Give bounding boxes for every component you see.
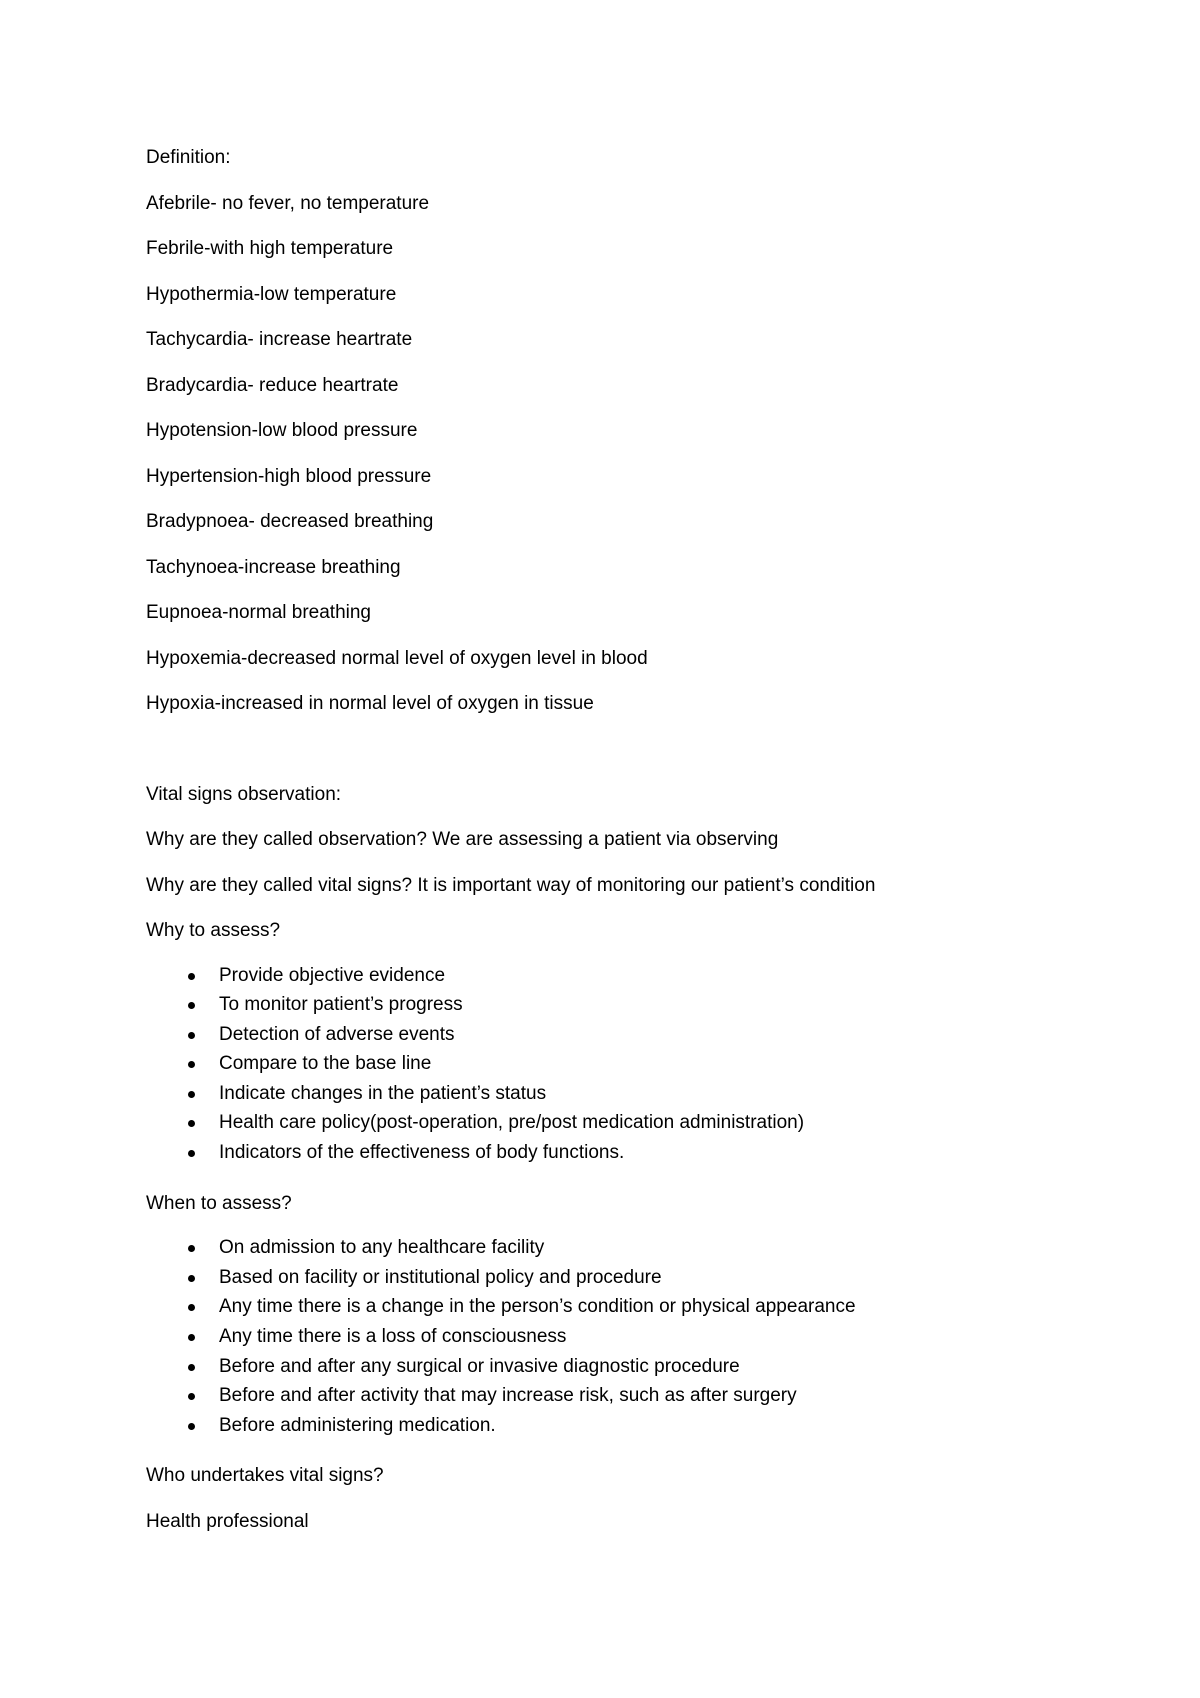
- vital-signs-question: Why are they called vital signs? It is important way of monitoring our patient’s condition: [146, 874, 876, 896]
- list-item: To monitor patient’s progress: [146, 993, 1106, 1023]
- who-undertakes-answer: Health professional: [146, 1510, 309, 1532]
- vital-signs-heading: Vital signs observation:: [146, 783, 342, 805]
- definition-item: Febrile-with high temperature: [146, 238, 394, 259]
- bullet-icon: [188, 1275, 195, 1282]
- list-item: Any time there is a loss of consciousness: [146, 1325, 1106, 1355]
- definition-item: Tachycardia- increase heartrate: [146, 329, 413, 350]
- list-item: Any time there is a change in the person’s condition or physical appearance: [146, 1295, 1106, 1325]
- definition-item: Bradycardia- reduce heartrate: [146, 374, 399, 396]
- bullet-icon: [188, 1393, 195, 1400]
- definition-item: Bradypnoea- decreased breathing: [146, 511, 434, 532]
- bullet-icon: [188, 1150, 195, 1157]
- definition-item: Hypoxia-increased in normal level of oxygen in tissue: [146, 693, 594, 714]
- bullet-icon: [188, 1334, 195, 1341]
- section-spacer: [146, 738, 1106, 783]
- bullet-icon: [188, 1002, 195, 1009]
- bullet-icon: [188, 1304, 195, 1311]
- who-undertakes-heading: Who undertakes vital signs?: [146, 1465, 384, 1487]
- definition-heading: Definition:: [146, 147, 231, 168]
- definition-item: Tachynoea-increase breathing: [146, 556, 401, 578]
- document-body: [146, 146, 1106, 1555]
- list-item: Before administering medication.: [146, 1414, 1106, 1444]
- bullet-icon: [188, 1245, 195, 1252]
- bullet-icon: [188, 1423, 195, 1430]
- definition-list: [146, 192, 1106, 717]
- bullet-icon: [188, 1061, 195, 1068]
- list-item: Before and after activity that may increase risk, such as after surgery: [146, 1384, 1106, 1414]
- definition-item: Afebrile- no fever, no temperature: [146, 192, 430, 214]
- list-item: Before and after any surgical or invasive diagnostic procedure: [146, 1355, 1106, 1385]
- bullet-icon: [188, 1364, 195, 1371]
- definition-item: Hypotension-low blood pressure: [146, 420, 418, 441]
- when-assess-heading: When to assess?: [146, 1192, 292, 1214]
- why-assess-heading: Why to assess?: [146, 920, 281, 941]
- list-item: Detection of adverse events: [146, 1023, 1106, 1053]
- when-assess-list: [146, 1236, 1106, 1443]
- definition-item: Hypothermia-low temperature: [146, 283, 397, 305]
- definition-item: Eupnoea-normal breathing: [146, 602, 371, 623]
- list-item: Indicators of the effectiveness of body functions.: [146, 1141, 1106, 1171]
- list-item: Health care policy(post-operation, pre/post medication administration): [146, 1111, 1106, 1141]
- bullet-icon: [188, 1120, 195, 1127]
- list-item: Based on facility or institutional policy and procedure: [146, 1266, 1106, 1296]
- list-item: Provide objective evidence: [146, 964, 1106, 994]
- definition-item: Hypoxemia-decreased normal level of oxygen level in blood: [146, 647, 648, 669]
- bullet-icon: [188, 973, 195, 980]
- list-item: Indicate changes in the patient’s status: [146, 1082, 1106, 1112]
- bullet-icon: [188, 1091, 195, 1098]
- list-item: Compare to the base line: [146, 1052, 1106, 1082]
- definition-item: Hypertension-high blood pressure: [146, 465, 432, 487]
- why-assess-list: [146, 964, 1106, 1171]
- observation-question: Why are they called observation? We are assessing a patient via observing: [146, 829, 779, 850]
- list-item: On admission to any healthcare facility: [146, 1236, 1106, 1266]
- bullet-icon: [188, 1032, 195, 1039]
